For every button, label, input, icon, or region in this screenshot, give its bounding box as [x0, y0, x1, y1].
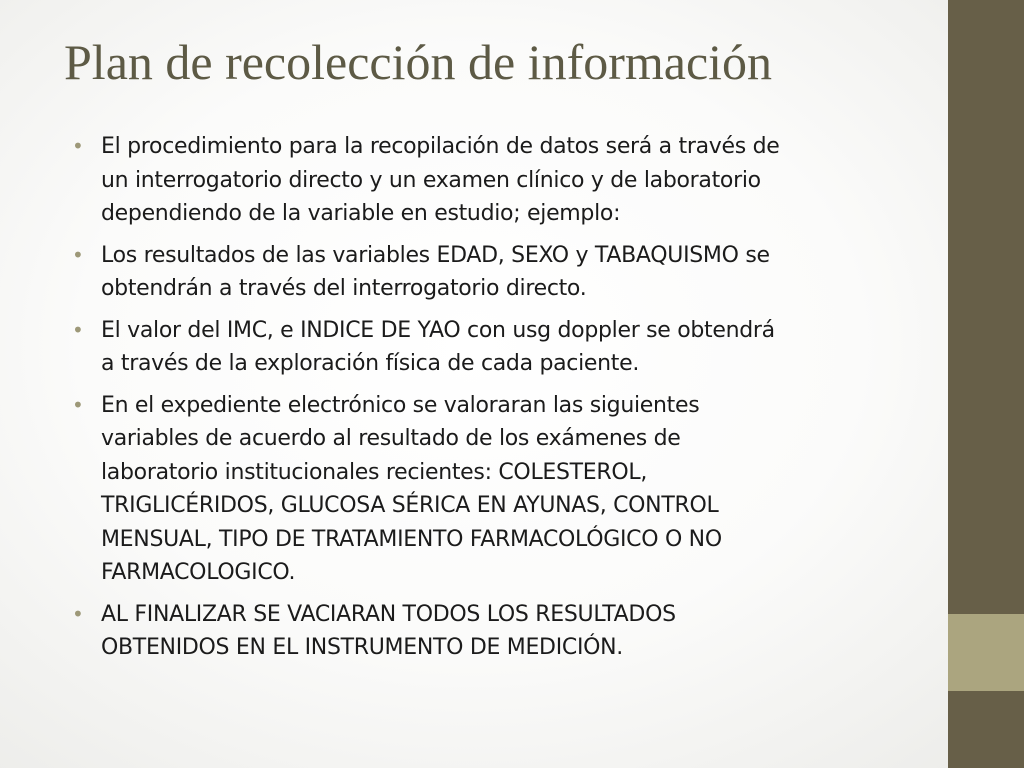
bullet-line: obtendrán a través del interrogatorio directo.	[101, 276, 587, 301]
bullet-line: FARMACOLOGICO.	[101, 560, 296, 585]
bullet-line: El valor del IMC, e INDICE DE YAO con usg doppler se obtendrá	[101, 317, 775, 343]
bullet-line: MENSUAL, TIPO DE TRATAMIENTO FARMACOLÓGICO O NO	[101, 526, 722, 552]
bullet-item	[70, 314, 910, 381]
bullet-line: En el expediente electrónico se valoraran las siguientes	[101, 392, 700, 418]
bullet-marker: •	[72, 134, 84, 158]
bullet-line: variables de acuerdo al resultado de los exámenes de	[101, 426, 681, 451]
bullet-line: a través de la exploración física de cada paciente.	[101, 351, 640, 376]
bullet-marker: •	[72, 601, 84, 626]
bullet-marker: •	[72, 242, 84, 267]
bullet-item	[70, 239, 910, 306]
side-accent-block	[948, 614, 1024, 691]
bullet-line: Los resultados de las variables EDAD, SEXO y TABAQUISMO se	[101, 242, 770, 268]
bullet-item	[70, 130, 910, 231]
bullet-line: El procedimiento para la recopilación de datos será a través de	[101, 134, 780, 159]
bullet-marker: •	[72, 392, 84, 417]
slide-title: Plan de recolección de información	[64, 34, 773, 90]
bullet-line: un interrogatorio directo y un examen clínico y de laboratorio	[101, 167, 761, 193]
bullet-item	[70, 598, 910, 665]
bullet-line: laboratorio institucionales recientes: COLESTEROL,	[101, 459, 648, 485]
bullet-line: AL FINALIZAR SE VACIARAN TODOS LOS RESULTADOS	[101, 601, 676, 627]
bullet-item	[70, 389, 910, 590]
bullet-line: TRIGLICÉRIDOS, GLUCOSA SÉRICA EN AYUNAS, CONTROL	[101, 493, 719, 518]
bullet-list	[70, 130, 910, 673]
bullet-line: OBTENIDOS EN EL INSTRUMENTO DE MEDICIÓN.	[101, 635, 623, 660]
bullet-marker: •	[72, 317, 84, 342]
bullet-line: dependiendo de la variable en estudio; ejemplo:	[101, 201, 621, 226]
